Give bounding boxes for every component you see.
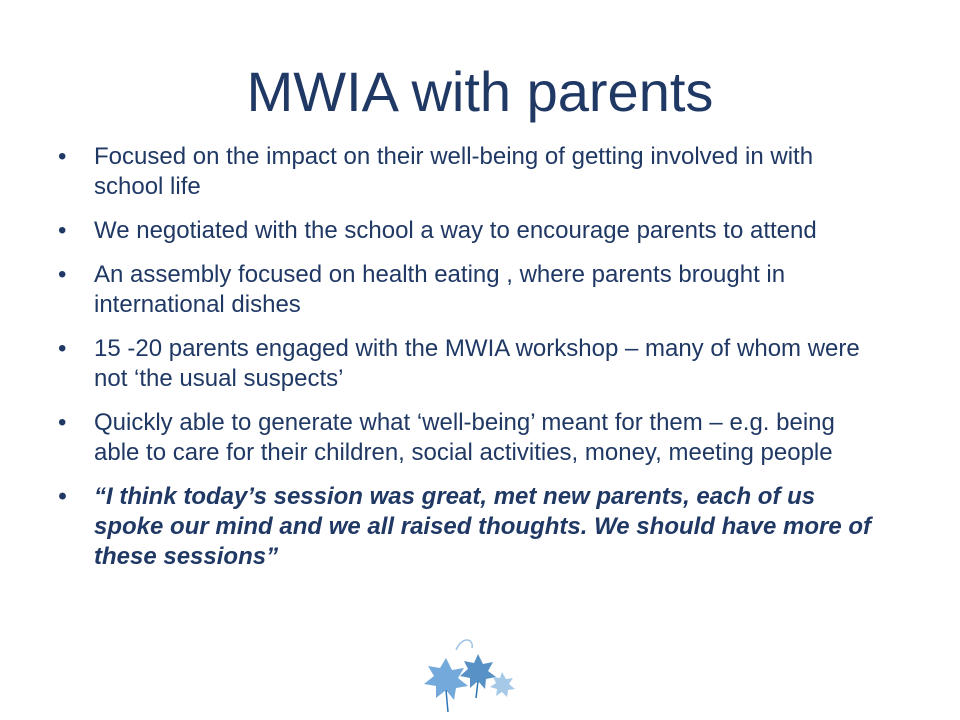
- bullet-dot-icon: •: [58, 261, 67, 288]
- bullet-dot-icon: •: [58, 217, 67, 244]
- bullet-item: [58, 216, 878, 246]
- bullet-item: [58, 142, 878, 202]
- bullet-list: [58, 142, 878, 586]
- bullet-item: [58, 408, 878, 468]
- bullet-dot-icon: •: [58, 143, 67, 170]
- bullet-text: We negotiated with the school a way to encourage parents to attend: [94, 217, 817, 244]
- leaf-swirl: [456, 640, 472, 650]
- bullet-item: [58, 260, 878, 320]
- bullet-item: [58, 334, 878, 394]
- bullet-item-quote: [58, 482, 878, 572]
- bullet-dot-icon: •: [58, 409, 67, 436]
- quote-text: “I think today’s session was great, met new parents, each of us spoke our mind and we all raised thoughts. We should have more of these sessions”: [94, 483, 872, 570]
- bullet-text: Quickly able to generate what ‘well-being’ meant for them – e.g. being able to care for their children, social activities, money, meeting people: [94, 409, 835, 466]
- bullet-text: An assembly focused on health eating , where parents brought in international dishes: [94, 261, 786, 318]
- leaf-cluster-icon: [412, 628, 522, 714]
- bullet-dot-icon: •: [58, 483, 67, 510]
- slide-title: MWIA with parents: [246, 60, 714, 123]
- bullet-text: Focused on the impact on their well-being of getting involved in with school life: [94, 143, 814, 200]
- bullet-text: 15 -20 parents engaged with the MWIA workshop – many of whom were not ‘the usual suspects’: [94, 335, 860, 392]
- bullet-dot-icon: •: [58, 335, 67, 362]
